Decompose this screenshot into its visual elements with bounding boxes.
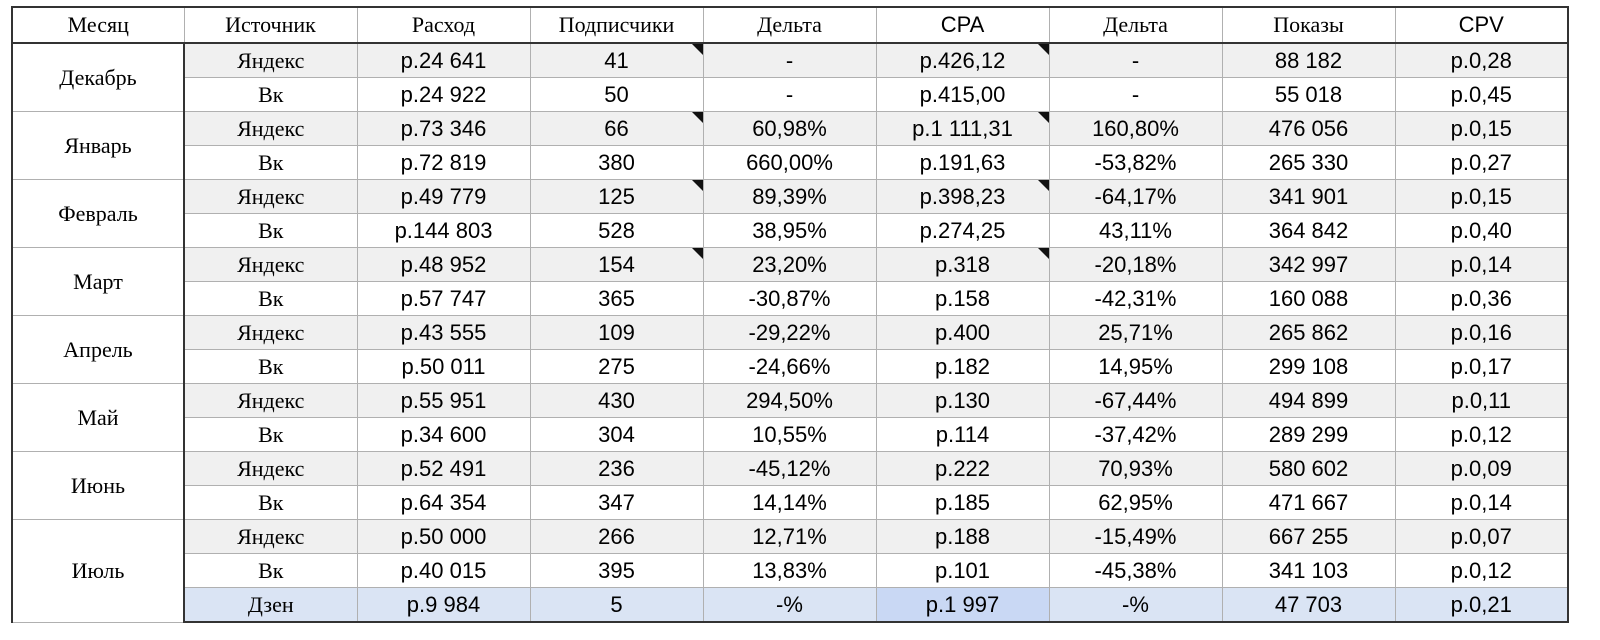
delta-subscribers-cell[interactable]: -29,22% [703,316,876,350]
month-cell[interactable]: Январь [12,112,184,180]
delta-cpa-cell[interactable]: -45,38% [1049,554,1222,588]
source-cell[interactable]: Вк [184,78,357,112]
source-cell[interactable]: Вк [184,146,357,180]
delta-cpa-cell[interactable]: - [1049,43,1222,78]
cpa-cell[interactable]: р.222 [876,452,1049,486]
delta-cpa-cell[interactable]: -15,49% [1049,520,1222,554]
impressions-cell[interactable]: 341 103 [1222,554,1395,588]
spend-cell[interactable]: р.34 600 [357,418,530,452]
cpa-cell[interactable]: р.398,23 [876,180,1049,214]
cpv-cell[interactable]: р.0,17 [1395,350,1568,384]
spend-cell[interactable]: р.43 555 [357,316,530,350]
delta-subscribers-cell[interactable]: -24,66% [703,350,876,384]
header-spend[interactable]: Расход [357,7,530,43]
delta-subscribers-cell[interactable]: 13,83% [703,554,876,588]
header-month[interactable]: Месяц [12,7,184,43]
table-row [12,112,1568,146]
impressions-cell[interactable]: 342 997 [1222,248,1395,282]
header-impressions[interactable]: Показы [1222,7,1395,43]
delta-cpa-cell[interactable]: 70,93% [1049,452,1222,486]
subscribers-cell[interactable]: 304 [530,418,703,452]
cpv-cell[interactable]: р.0,11 [1395,384,1568,418]
delta-cpa-cell[interactable]: 62,95% [1049,486,1222,520]
cpv-cell[interactable]: р.0,16 [1395,316,1568,350]
table-row [12,486,1568,520]
source-cell[interactable]: Вк [184,214,357,248]
delta-cpa-cell[interactable]: 43,11% [1049,214,1222,248]
month-cell[interactable]: Декабрь [12,43,184,112]
subscribers-cell[interactable]: 395 [530,554,703,588]
subscribers-cell[interactable]: 380 [530,146,703,180]
spend-cell[interactable]: р.64 354 [357,486,530,520]
cpa-cell[interactable]: р.191,63 [876,146,1049,180]
spend-cell[interactable]: р.73 346 [357,112,530,146]
month-cell[interactable]: Апрель [12,316,184,384]
cpv-cell[interactable]: р.0,12 [1395,418,1568,452]
cpv-cell[interactable]: р.0,40 [1395,214,1568,248]
subscribers-cell[interactable]: 528 [530,214,703,248]
cpa-cell[interactable]: р.426,12 [876,43,1049,78]
delta-subscribers-cell[interactable]: 60,98% [703,112,876,146]
impressions-cell[interactable]: 160 088 [1222,282,1395,316]
cpa-cell[interactable]: р.274,25 [876,214,1049,248]
cpa-cell[interactable]: р.114 [876,418,1049,452]
impressions-cell[interactable]: 494 899 [1222,384,1395,418]
ad-stats-table [11,6,1569,623]
subscribers-cell[interactable]: 125 [530,180,703,214]
cpa-cell[interactable]: р.130 [876,384,1049,418]
subscribers-cell[interactable]: 275 [530,350,703,384]
impressions-cell[interactable]: 471 667 [1222,486,1395,520]
delta-cpa-cell[interactable]: 14,95% [1049,350,1222,384]
source-cell[interactable]: Вк [184,554,357,588]
cpv-cell[interactable]: р.0,12 [1395,554,1568,588]
cpv-cell[interactable]: р.0,15 [1395,180,1568,214]
delta-cpa-cell[interactable]: -37,42% [1049,418,1222,452]
impressions-cell[interactable]: 364 842 [1222,214,1395,248]
header-source[interactable]: Источник [184,7,357,43]
impressions-cell[interactable]: 580 602 [1222,452,1395,486]
subscribers-cell[interactable]: 5 [530,588,703,623]
spend-cell[interactable]: р.49 779 [357,180,530,214]
cpv-cell[interactable]: р.0,07 [1395,520,1568,554]
subscribers-cell[interactable]: 365 [530,282,703,316]
impressions-cell[interactable]: 88 182 [1222,43,1395,78]
delta-cpa-cell[interactable]: -53,82% [1049,146,1222,180]
impressions-cell[interactable]: 47 703 [1222,588,1395,623]
delta-subscribers-cell[interactable]: 38,95% [703,214,876,248]
table-row [12,384,1568,418]
cpa-cell[interactable]: р.1 997 [876,588,1049,623]
spend-cell[interactable]: р.48 952 [357,248,530,282]
source-cell[interactable]: Вк [184,350,357,384]
cpv-cell[interactable]: р.0,09 [1395,452,1568,486]
cpv-cell[interactable]: р.0,14 [1395,248,1568,282]
delta-subscribers-cell[interactable]: 10,55% [703,418,876,452]
header-cpv[interactable]: CPV [1395,7,1568,43]
source-cell[interactable]: Вк [184,282,357,316]
impressions-cell[interactable]: 667 255 [1222,520,1395,554]
delta-subscribers-cell[interactable]: 660,00% [703,146,876,180]
delta-subscribers-cell[interactable]: - [703,78,876,112]
spend-cell[interactable]: р.40 015 [357,554,530,588]
spend-cell[interactable]: р.50 011 [357,350,530,384]
cpv-cell[interactable]: р.0,14 [1395,486,1568,520]
header-delta-subscribers[interactable]: Дельта [703,7,876,43]
delta-cpa-cell[interactable]: - [1049,78,1222,112]
spend-cell[interactable]: р.72 819 [357,146,530,180]
header-delta-cpa[interactable]: Дельта [1049,7,1222,43]
month-cell[interactable]: Март [12,248,184,316]
source-cell[interactable]: Вк [184,418,357,452]
spend-cell[interactable]: р.24 922 [357,78,530,112]
impressions-cell[interactable]: 265 862 [1222,316,1395,350]
cpa-cell[interactable]: р.185 [876,486,1049,520]
delta-subscribers-cell[interactable]: 12,71% [703,520,876,554]
delta-cpa-cell[interactable]: -67,44% [1049,384,1222,418]
cpa-cell[interactable]: р.400 [876,316,1049,350]
source-cell[interactable]: Яндекс [184,452,357,486]
source-cell[interactable]: Яндекс [184,248,357,282]
spend-cell[interactable]: р.57 747 [357,282,530,316]
cpv-cell[interactable]: р.0,45 [1395,78,1568,112]
cpa-cell[interactable]: р.1 111,31 [876,112,1049,146]
cpa-cell[interactable]: р.318 [876,248,1049,282]
header-subscribers[interactable]: Подписчики [530,7,703,43]
table-row [12,180,1568,214]
impressions-cell[interactable]: 299 108 [1222,350,1395,384]
cpv-cell[interactable]: р.0,27 [1395,146,1568,180]
table-row [12,282,1568,316]
month-cell[interactable]: Июль [12,520,184,623]
cpv-cell[interactable]: р.0,28 [1395,43,1568,78]
cpa-cell[interactable]: р.101 [876,554,1049,588]
subscribers-cell[interactable]: 41 [530,43,703,78]
header-cpa[interactable]: CPA [876,7,1049,43]
source-cell[interactable]: Яндекс [184,43,357,78]
subscribers-cell[interactable]: 430 [530,384,703,418]
source-cell[interactable]: Вк [184,486,357,520]
delta-subscribers-cell[interactable]: 89,39% [703,180,876,214]
table-row [12,78,1568,112]
source-cell[interactable]: Яндекс [184,520,357,554]
table-row [12,214,1568,248]
subscribers-cell[interactable]: 66 [530,112,703,146]
spend-cell[interactable]: р.50 000 [357,520,530,554]
subscribers-cell[interactable]: 154 [530,248,703,282]
month-cell[interactable]: Июнь [12,452,184,520]
table-body [12,43,1568,622]
table-row [12,554,1568,588]
table-row [12,146,1568,180]
table-row [12,452,1568,486]
month-cell[interactable]: Май [12,384,184,452]
header-row [12,7,1568,43]
delta-subscribers-cell[interactable]: 23,20% [703,248,876,282]
delta-cpa-cell[interactable]: -64,17% [1049,180,1222,214]
cpa-cell[interactable]: р.182 [876,350,1049,384]
delta-subscribers-cell[interactable]: -45,12% [703,452,876,486]
delta-cpa-cell[interactable]: -20,18% [1049,248,1222,282]
source-cell[interactable]: Дзен [184,588,357,623]
cpa-cell[interactable]: р.158 [876,282,1049,316]
spend-cell[interactable]: р.24 641 [357,43,530,78]
delta-subscribers-cell[interactable]: 294,50% [703,384,876,418]
spend-cell[interactable]: р.144 803 [357,214,530,248]
cpv-cell[interactable]: р.0,36 [1395,282,1568,316]
impressions-cell[interactable]: 55 018 [1222,78,1395,112]
table-row [12,248,1568,282]
delta-cpa-cell[interactable]: 160,80% [1049,112,1222,146]
source-cell[interactable]: Яндекс [184,316,357,350]
table-row [12,418,1568,452]
source-cell[interactable]: Яндекс [184,112,357,146]
subscribers-cell[interactable]: 347 [530,486,703,520]
spend-cell[interactable]: р.55 951 [357,384,530,418]
table-row [12,43,1568,78]
delta-cpa-cell[interactable]: -% [1049,588,1222,623]
subscribers-cell[interactable]: 266 [530,520,703,554]
source-cell[interactable]: Яндекс [184,384,357,418]
delta-subscribers-cell[interactable]: -% [703,588,876,623]
impressions-cell[interactable]: 341 901 [1222,180,1395,214]
table-row [12,588,1568,623]
table-row [12,316,1568,350]
delta-cpa-cell[interactable]: 25,71% [1049,316,1222,350]
delta-subscribers-cell[interactable]: -30,87% [703,282,876,316]
cpa-cell[interactable]: р.188 [876,520,1049,554]
subscribers-cell[interactable]: 50 [530,78,703,112]
cpv-cell[interactable]: р.0,21 [1395,588,1568,623]
impressions-cell[interactable]: 289 299 [1222,418,1395,452]
delta-cpa-cell[interactable]: -42,31% [1049,282,1222,316]
cpv-cell[interactable]: р.0,15 [1395,112,1568,146]
subscribers-cell[interactable]: 109 [530,316,703,350]
delta-subscribers-cell[interactable]: - [703,43,876,78]
impressions-cell[interactable]: 476 056 [1222,112,1395,146]
subscribers-cell[interactable]: 236 [530,452,703,486]
month-cell[interactable]: Февраль [12,180,184,248]
spend-cell[interactable]: р.9 984 [357,588,530,623]
source-cell[interactable]: Яндекс [184,180,357,214]
table-row [12,350,1568,384]
delta-subscribers-cell[interactable]: 14,14% [703,486,876,520]
cpa-cell[interactable]: р.415,00 [876,78,1049,112]
impressions-cell[interactable]: 265 330 [1222,146,1395,180]
table-row [12,520,1568,554]
spend-cell[interactable]: р.52 491 [357,452,530,486]
